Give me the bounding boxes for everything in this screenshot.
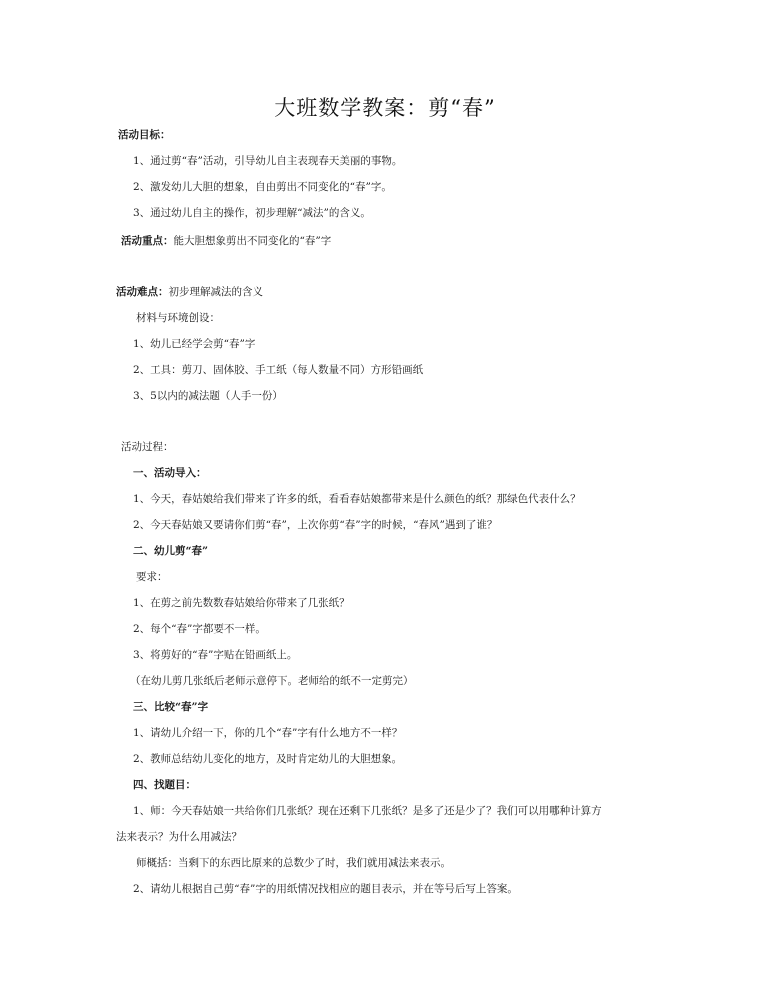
key-point-label: 活动重点：: [121, 235, 174, 247]
step-3-item-1: 1、请幼儿介绍一下，你的几个“春”字有什么地方不一样？: [133, 727, 403, 739]
goal-item-3: 3、通过幼儿自主的操作，初步理解“减法”的含义。: [133, 207, 371, 219]
materials-heading: 材料与环境创设：: [136, 312, 220, 324]
difficulty-line: [116, 285, 263, 299]
step-2-item-2: 2、每个“春”字都要不一样。: [133, 623, 266, 635]
material-item-2: 2、工具：剪刀、固体胶、手工纸（每人数量不同）方形铅画纸: [133, 364, 424, 376]
material-item-3: 3、5以内的减法题（人手一份）: [133, 390, 283, 402]
document-title: 大班数学教案：剪“春”: [274, 96, 496, 120]
step-heading-3: 三、比较“春”字: [133, 701, 209, 713]
step-4-item-2: 2、请幼儿根据自己剪“春”字的用纸情况找相应的题目表示，并在等号后写上答案。: [133, 883, 518, 895]
key-point-text: 能大胆想象剪出不同变化的“春”字: [173, 235, 332, 247]
goal-item-1: 1、通过剪“春”活动，引导幼儿自主表现春天美丽的事物。: [133, 155, 403, 167]
step-1-item-1: 1、今天，春姑娘给我们带来了许多的纸，看看春姑娘都带来是什么颜色的纸？那绿色代表什么？: [133, 493, 581, 505]
step-4-item-1: 1、师：今天春姑娘一共给你们几张纸？现在还剩下几张纸？是多了还是少了？我们可以用哪种计算方: [133, 805, 602, 817]
difficulty-label: 活动难点：: [116, 286, 169, 298]
step-heading-4: 四、找题目：: [133, 779, 196, 791]
goal-item-2: 2、激发幼儿大胆的想象，自由剪出不同变化的“春”字。: [133, 181, 392, 193]
requirements-label: 要求：: [136, 571, 168, 583]
step-heading-1: 一、活动导入：: [133, 467, 207, 479]
step-heading-2: 二、幼儿剪“春”: [133, 545, 209, 557]
step-2-item-3: 3、将剪好的“春”字贴在铅画纸上。: [133, 649, 298, 661]
step-2-note: （在幼儿剪几张纸后老师示意停下。老师给的纸不一定剪完）: [130, 675, 414, 687]
process-heading: 活动过程：: [121, 441, 174, 453]
key-point-line: [121, 234, 331, 248]
step-3-item-2: 2、教师总结幼儿变化的地方，及时肯定幼儿的大胆想象。: [133, 753, 403, 765]
step-4-item-1-cont: 法来表示？为什么用减法？: [116, 831, 242, 843]
section-heading-goals: 活动目标：: [118, 129, 171, 141]
step-4-summary: 师概括：当剩下的东西比原来的总数少了时，我们就用减法来表示。: [136, 857, 451, 869]
material-item-1: 1、幼儿已经学会剪“春”字: [133, 338, 256, 350]
step-1-item-2: 2、今天春姑娘又要请你们剪“春”，上次你剪“春”字的时候，“春风”遇到了谁？: [133, 519, 498, 531]
difficulty-text: 初步理解减法的含义: [168, 286, 263, 298]
step-2-item-1: 1、在剪之前先数数春姑娘给你带来了几张纸？: [133, 597, 350, 609]
